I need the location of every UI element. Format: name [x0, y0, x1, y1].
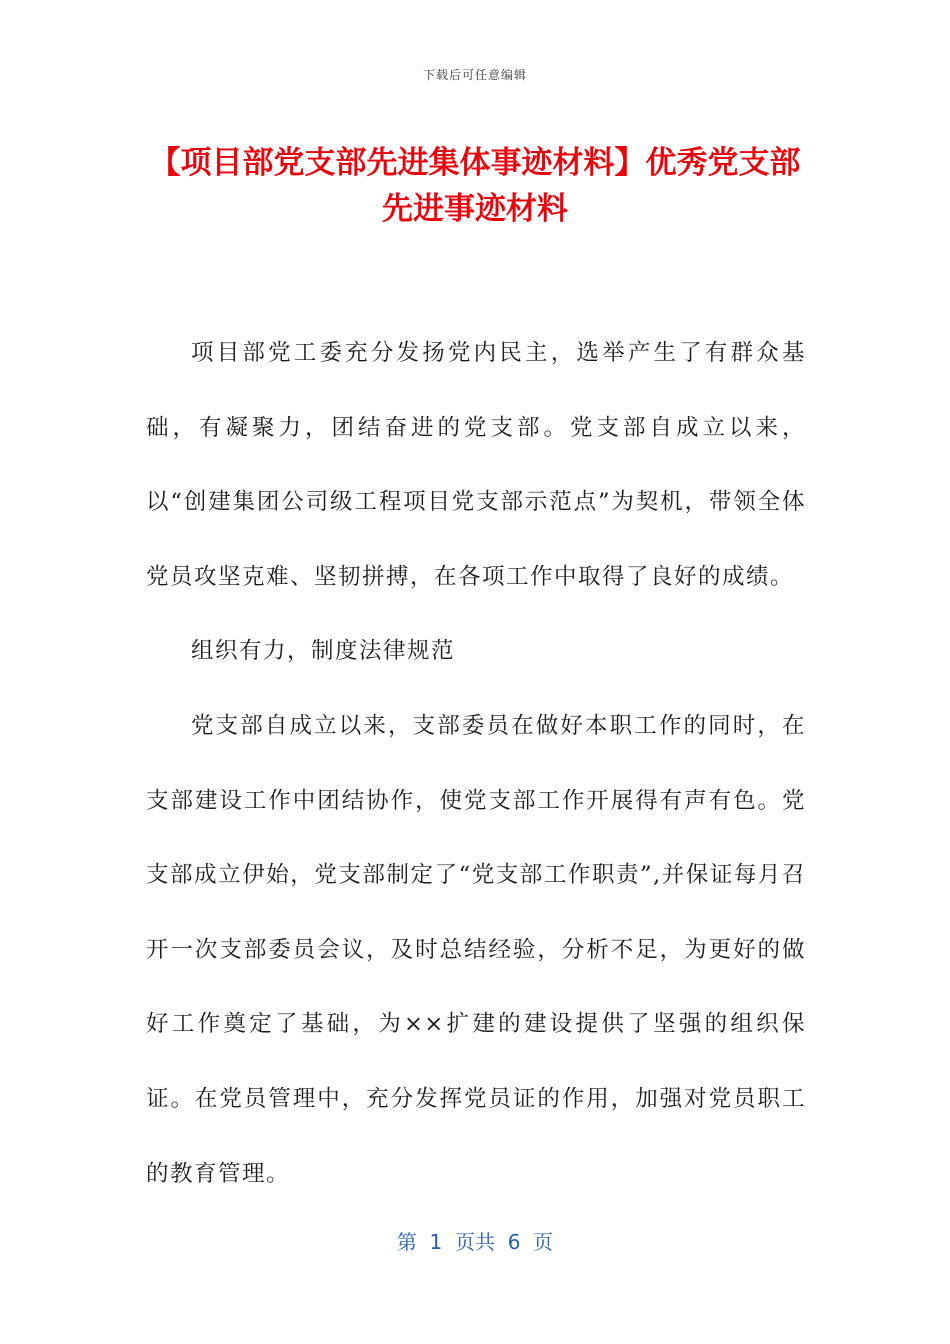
section-heading: 组织有力，制度法律规范 [191, 638, 456, 665]
document-body [146, 316, 806, 1211]
paragraph-intro: 项目部党工委充分发扬党内民主，选举产生了有群众基础，有凝聚力，团结奋进的党支部。党支部自成立以来，以“创建集团公司级工程项目党支部示范点”为契机，带领全体党员攻坚克难、坚韧拼搏，在各项工作中取得了良好的成绩。 [146, 340, 806, 590]
page-number: 第 1 页共 6 页 [396, 1230, 554, 1254]
paragraph-organization: 党支部自成立以来，支部委员在做好本职工作的同时，在支部建设工作中团结协作，使党支部工作开展得有声有色。党支部成立伊始，党支部制定了“党支部工作职责”,并保证每月召开一次支部委员会议，及时总结经验，分析不足，为更好的做好工作奠定了基础，为××扩建的建设提供了坚强的组织保证。在党员管理中，充分发挥党员证的作用，加强对党员职工的教育管理。 [146, 712, 806, 1187]
document-title: 【项目部党支部先进集体事迹材料】优秀党支部先进事迹材料 [149, 145, 801, 227]
header-note: 下载后可任意编辑 [422, 68, 527, 82]
